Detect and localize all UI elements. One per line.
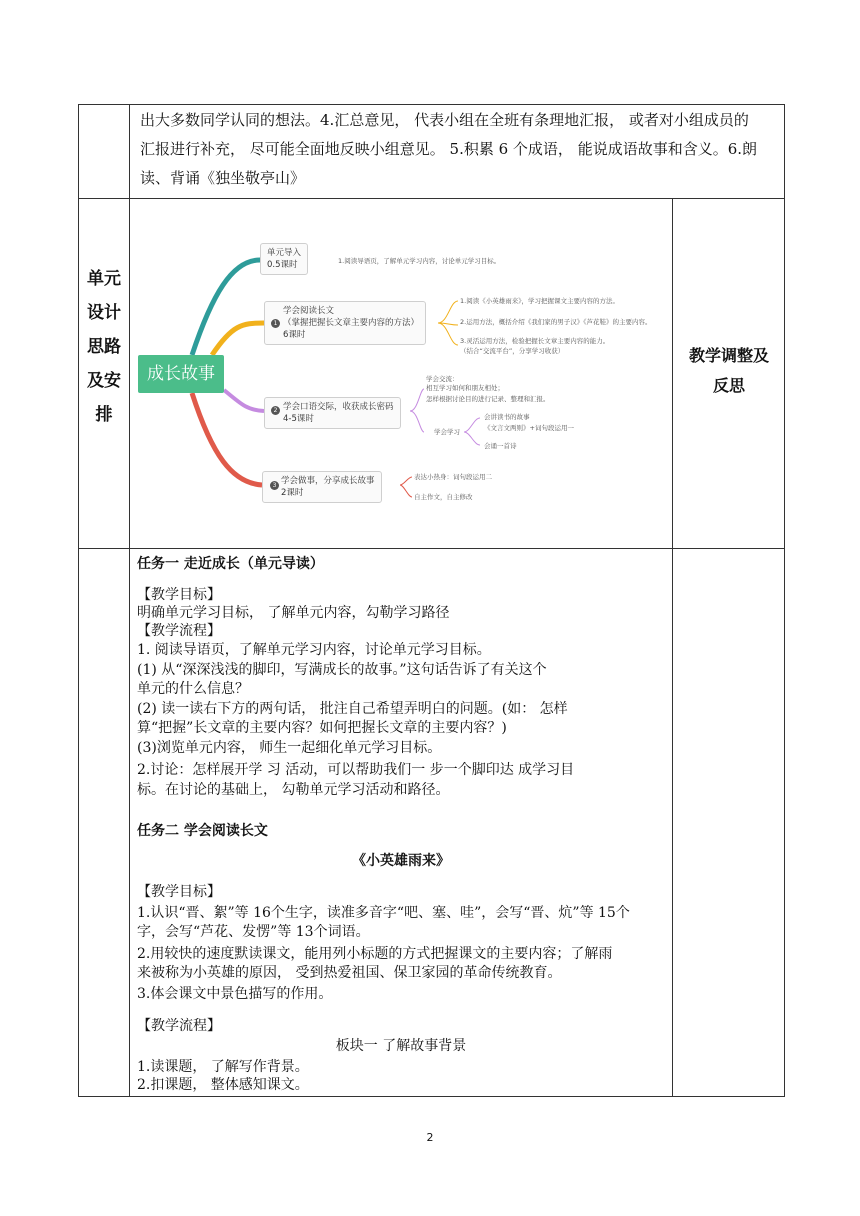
branch-oral-communication: [264, 397, 401, 429]
branch-subtitle: （掌握把握长文章主要内容的方法）: [283, 318, 420, 328]
branch-leaf: 3.灵活运用方法，检验把握长文章主要内容的能力。: [460, 337, 610, 345]
branch-long-reading: [264, 301, 426, 345]
table-row-divider-2: [78, 548, 785, 549]
branch-unit-intro: [260, 243, 308, 275]
task1-step: (2) 读一读右下方的两句话， 批注自己希望弄明白的问题。(如： 怎样: [137, 701, 568, 717]
branch-leaf: 1.阅读导语页，了解单元学习内容，讨论单元学习目标。: [338, 257, 501, 265]
task1-step: 单元的什么信息？: [137, 681, 249, 697]
branch-hours: 4-5课时: [283, 414, 314, 424]
task2-flow-heading: 【教学流程】: [137, 1018, 221, 1034]
task1-title: 任务一 走近成长（单元导读）: [137, 556, 324, 572]
task1-step: 标。在讨论的基础上， 勾勒单元学习活动和路径。: [137, 782, 450, 798]
block-heading: 板块一 了解故事背景: [335, 1038, 467, 1054]
text-line: 汇报进行补充， 尽可能全面地反映小组意见。 5.积累 6 个成语， 能说成语故事和含义。6.朗: [140, 140, 758, 158]
branch-title: 学会口语交际，收获成长密码: [283, 402, 394, 412]
label-line: 排: [95, 405, 113, 425]
task1-goal: 明确单元学习目标， 了解单元内容，勾勒学习路径: [137, 605, 450, 621]
task1-step: 2.讨论：怎样展开学 习 活动，可以帮助我们一 步一个脚印达 成学习目: [137, 762, 575, 778]
task2-goal-heading: 【教学目标】: [137, 884, 221, 900]
branch-leaf: 2.运用方法，概括介绍《我们家的男子汉》《芦花鞋》的主要内容。: [460, 318, 652, 326]
branch-hours: 0.5课时: [267, 260, 298, 270]
label-line: 反思: [712, 376, 745, 395]
branch-leaf: 自主作文，自主修改: [414, 493, 473, 501]
unit-design-label: [84, 262, 124, 432]
label-line: 单元: [87, 269, 121, 289]
branch-leaf: 相互学习如何和朋友相处；: [426, 384, 504, 392]
branch-title: 学会做事，分享成长故事: [281, 476, 375, 486]
unit-mind-map: [132, 215, 672, 525]
branch-title: 学会阅读长文: [283, 306, 335, 316]
task1-step: 1. 阅读导语页，了解单元学习内容，讨论单元学习目标。: [137, 642, 491, 658]
branch-leaf: 《文言文两则》+词句段运用一: [484, 424, 574, 432]
branch-leaf: 表达小热身：词句段运用二: [414, 473, 492, 481]
branch-leaf: 学会交流：: [426, 375, 459, 383]
lesson-title: 《小英雄雨来》: [352, 853, 450, 869]
task1-step: (1) 从“深深浅浅的脚印，写满成长的故事。”这句话告诉了有关这个: [137, 662, 547, 678]
branch-leaf: 会讲读书的故事: [484, 413, 530, 421]
text-line: 出大多数同学认同的想法。4.汇总意见， 代表小组在全班有条理地汇报， 或者对小组成员的: [140, 111, 749, 129]
branch-leaf: 怎样根据讨论目的进行记录、整理和汇报。: [426, 395, 550, 403]
task1-flow-heading: 【教学流程】: [137, 623, 221, 639]
branch-title: 单元导入: [267, 248, 302, 258]
table-col-divider-right: [672, 198, 673, 1097]
task2-goal: 3.体会课文中景色描写的作用。: [137, 986, 333, 1002]
table-col-divider-left: [129, 104, 130, 1097]
branch-hours: 2课时: [281, 488, 304, 498]
page-number: 2: [426, 1131, 434, 1144]
step-number-1: 1: [271, 319, 280, 328]
task2-step: 1.读课题， 了解写作背景。: [137, 1059, 309, 1075]
task2-goal: 来被称为小英雄的原因， 受到热爱祖国、保卫家园的革命传统教育。: [137, 965, 562, 981]
text-line: 读、背诵《独坐敬亭山》: [140, 169, 306, 187]
mind-map-root: 成长故事: [138, 355, 224, 393]
task1-step: 算“把握”长文章的主要内容？如何把握长文章的主要内容？): [137, 720, 507, 736]
task1-step: (3)浏览单元内容， 师生一起细化单元学习目标。: [137, 740, 442, 756]
objectives-continued: [140, 106, 776, 193]
task2-title: 任务二 学会阅读长文: [137, 823, 268, 839]
step-number-2: 2: [271, 406, 280, 415]
table-row-divider-1: [78, 198, 785, 199]
task2-goal: 1.认识“晋、絮”等 16个生字，读准多音字“吧、塞、哇”，会写“晋、炕”等 15个: [137, 905, 630, 921]
step-number-3: 3: [270, 481, 279, 490]
label-line: 及安: [87, 371, 121, 391]
branch-do-things: [262, 471, 382, 503]
task1-goal-heading: 【教学目标】: [137, 587, 221, 603]
task2-goal: 2.用较快的速度默读课文，能用列小标题的方式把握课文的主要内容；了解雨: [137, 946, 613, 962]
branch-leaf: 学会学习: [434, 428, 460, 436]
task2-goal: 字，会写“芦花、发愣”等 13个词语。: [137, 924, 370, 940]
label-line: 教学调整及: [688, 346, 769, 365]
teaching-reflection-label: [679, 341, 779, 401]
branch-leaf: 会诵一首诗: [484, 442, 517, 450]
branch-hours: 6课时: [283, 330, 306, 340]
branch-leaf: 1.阅读《小英雄雨来》，学习把握课文主要内容的方法。: [460, 297, 619, 305]
label-line: 思路: [87, 337, 121, 357]
branch-leaf: （结合“交流平台”，分享学习收获）: [460, 347, 565, 355]
label-line: 设计: [87, 303, 121, 323]
task2-step: 2.扣课题， 整体感知课文。: [137, 1077, 309, 1093]
